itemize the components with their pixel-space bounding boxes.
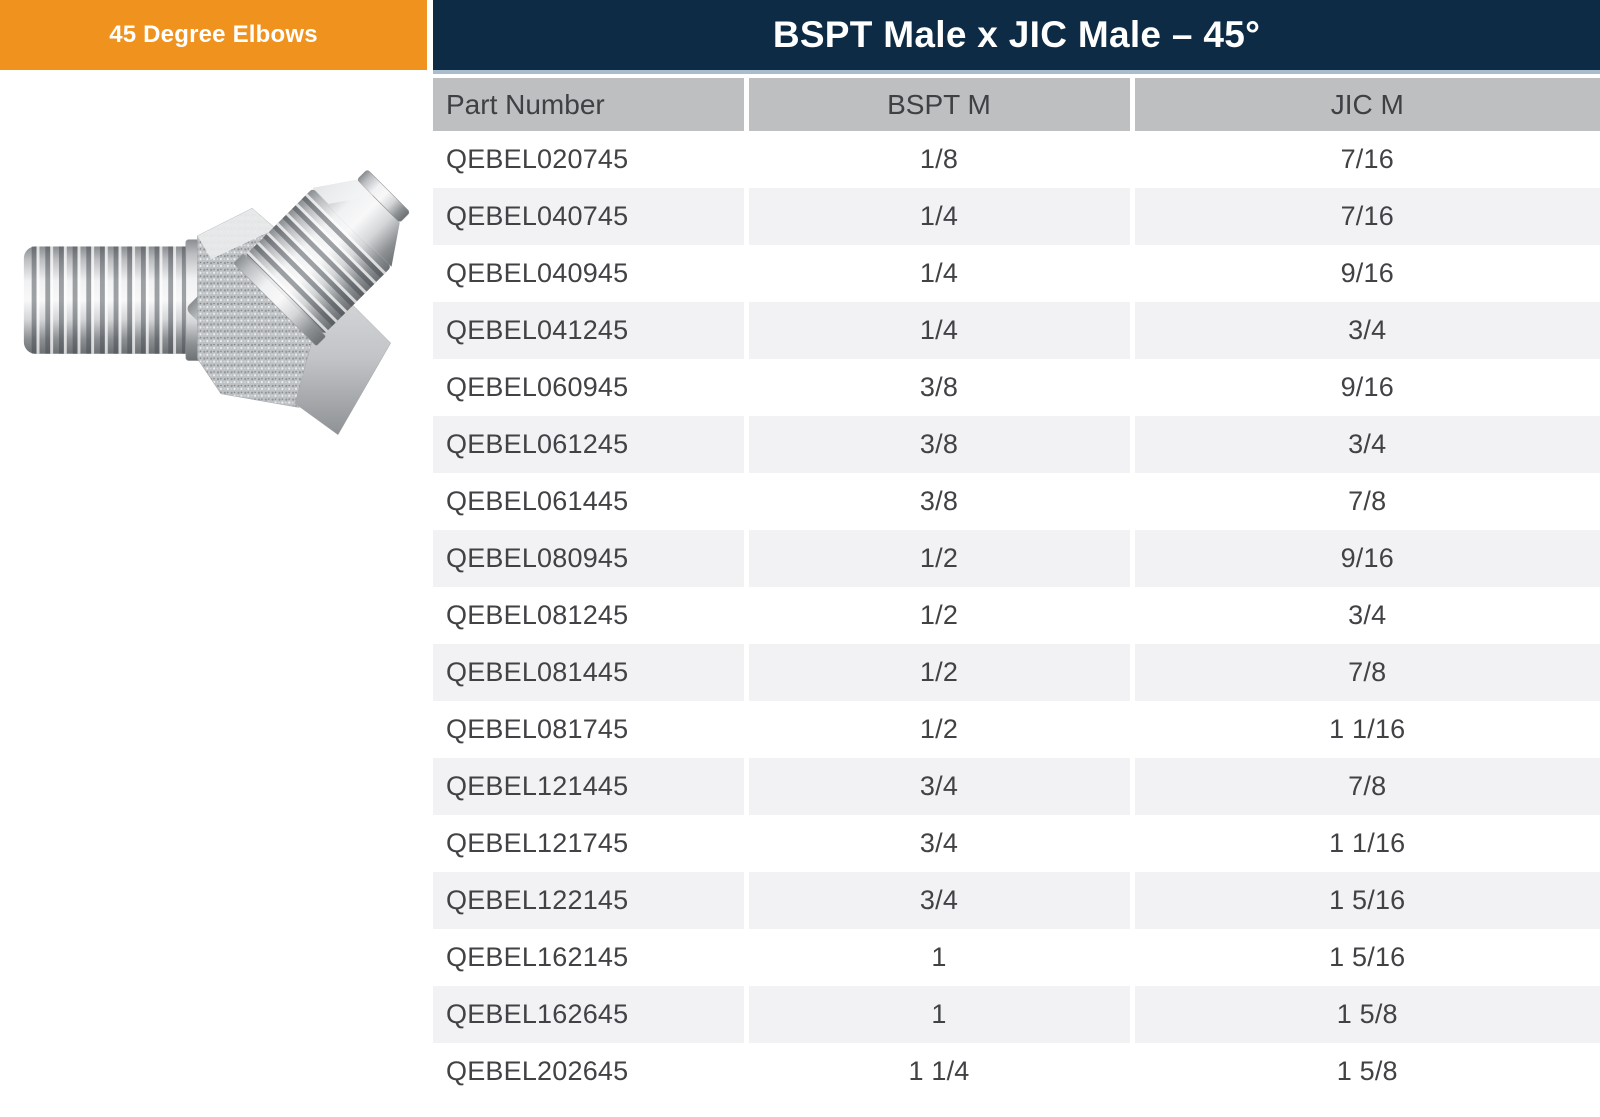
table-row xyxy=(433,872,1600,929)
table-row xyxy=(433,530,1600,587)
product-photo-45-degree-elbow xyxy=(18,148,418,460)
part-number-cell: QEBEL061245 xyxy=(446,429,629,459)
jic-size-cell: 1 5/8 xyxy=(1132,986,1600,1043)
title-bar xyxy=(433,0,1600,74)
parts-table xyxy=(433,78,1600,1100)
bspt-size-cell: 1 1/4 xyxy=(746,1043,1132,1100)
table-row xyxy=(433,929,1600,986)
part-number-cell: QEBEL121745 xyxy=(446,828,629,858)
bspt-size-cell: 1/8 xyxy=(746,131,1132,188)
bspt-size-cell: 1/2 xyxy=(746,701,1132,758)
table-row xyxy=(433,587,1600,644)
table-row xyxy=(433,131,1600,188)
jic-size-cell: 3/4 xyxy=(1132,302,1600,359)
part-number-cell: QEBEL060945 xyxy=(446,372,629,402)
jic-size-cell: 9/16 xyxy=(1132,245,1600,302)
page-title: BSPT Male x JIC Male – 45° xyxy=(772,14,1261,55)
bspt-size-cell: 3/8 xyxy=(746,359,1132,416)
part-number-cell: QEBEL081245 xyxy=(446,600,629,630)
table-row xyxy=(433,245,1600,302)
table-row xyxy=(433,644,1600,701)
bspt-size-cell: 1/4 xyxy=(746,245,1132,302)
parts-table-section xyxy=(433,78,1600,1100)
jic-size-cell: 1 1/16 xyxy=(1132,701,1600,758)
table-row xyxy=(433,188,1600,245)
part-number-cell: QEBEL020745 xyxy=(446,144,629,174)
jic-size-cell: 9/16 xyxy=(1132,359,1600,416)
table-row xyxy=(433,986,1600,1043)
table-row xyxy=(433,302,1600,359)
jic-size-cell: 7/8 xyxy=(1132,758,1600,815)
category-banner xyxy=(0,0,427,70)
jic-size-cell: 7/16 xyxy=(1132,188,1600,245)
bspt-size-cell: 3/8 xyxy=(746,473,1132,530)
column-header-bspt-m: BSPT M xyxy=(746,78,1132,131)
bspt-size-cell: 1/4 xyxy=(746,302,1132,359)
table-row xyxy=(433,473,1600,530)
jic-size-cell: 7/16 xyxy=(1132,131,1600,188)
jic-size-cell: 3/4 xyxy=(1132,416,1600,473)
table-row xyxy=(433,359,1600,416)
table-row xyxy=(433,701,1600,758)
bspt-size-cell: 1 xyxy=(746,929,1132,986)
bspt-size-cell: 3/4 xyxy=(746,758,1132,815)
part-number-cell: QEBEL162645 xyxy=(446,999,629,1029)
column-header-part-number: Part Number xyxy=(433,78,746,131)
bspt-size-cell: 1/2 xyxy=(746,587,1132,644)
jic-size-cell: 1 5/16 xyxy=(1132,872,1600,929)
bspt-size-cell: 3/4 xyxy=(746,872,1132,929)
part-number-cell: QEBEL081445 xyxy=(446,657,629,687)
column-header-jic-m: JIC M xyxy=(1132,78,1600,131)
part-number-cell: QEBEL081745 xyxy=(446,714,629,744)
jic-size-cell: 7/8 xyxy=(1132,473,1600,530)
jic-size-cell: 3/4 xyxy=(1132,587,1600,644)
part-number-cell: QEBEL080945 xyxy=(446,543,629,573)
table-header-row xyxy=(433,78,1600,131)
table-row xyxy=(433,758,1600,815)
bspt-size-cell: 1/2 xyxy=(746,644,1132,701)
table-row xyxy=(433,416,1600,473)
table-row xyxy=(433,1043,1600,1100)
category-banner-label: 45 Degree Elbows xyxy=(109,21,318,48)
part-number-cell: QEBEL041245 xyxy=(446,315,629,345)
part-number-cell: QEBEL061445 xyxy=(446,486,629,516)
bspt-size-cell: 1/2 xyxy=(746,530,1132,587)
jic-size-cell: 1 5/16 xyxy=(1132,929,1600,986)
bspt-size-cell: 1/4 xyxy=(746,188,1132,245)
bspt-thread-ridges xyxy=(28,246,186,353)
part-number-cell: QEBEL162145 xyxy=(446,942,629,972)
bspt-size-cell: 1 xyxy=(746,986,1132,1043)
part-number-cell: QEBEL202645 xyxy=(446,1056,629,1086)
jic-size-cell: 9/16 xyxy=(1132,530,1600,587)
part-number-cell: QEBEL121445 xyxy=(446,771,629,801)
jic-size-cell: 7/8 xyxy=(1132,644,1600,701)
jic-size-cell: 1 1/16 xyxy=(1132,815,1600,872)
part-number-cell: QEBEL040745 xyxy=(446,201,629,231)
table-row xyxy=(433,815,1600,872)
part-number-cell: QEBEL040945 xyxy=(446,258,629,288)
bspt-size-cell: 3/4 xyxy=(746,815,1132,872)
jic-size-cell: 1 5/8 xyxy=(1132,1043,1600,1100)
bspt-size-cell: 3/8 xyxy=(746,416,1132,473)
part-number-cell: QEBEL122145 xyxy=(446,885,629,915)
table-body xyxy=(433,131,1600,1100)
